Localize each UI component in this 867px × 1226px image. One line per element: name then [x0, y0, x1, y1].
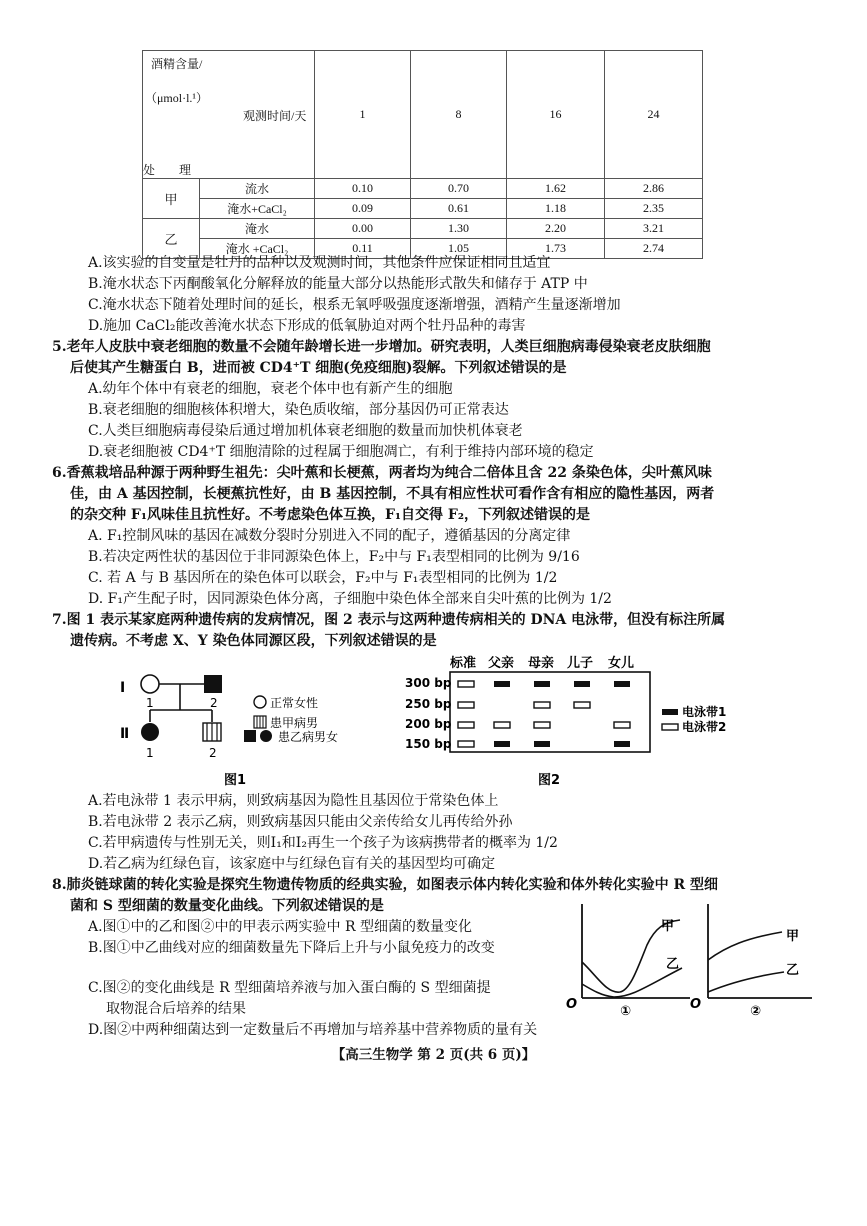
- legend-normal-female: 正常女性: [270, 696, 319, 710]
- treat-cell: 淹水: [200, 219, 315, 239]
- father-mother-circle-normal-female: [141, 675, 159, 693]
- q4-option-c: C.淹水状态下随着处理时间的延长，根系无氧呼吸强度逐渐增强，酒精产生量逐渐增加: [88, 297, 621, 313]
- q5-stem-2: 后使其产生糖蛋白 B，进而被 CD4⁺T 细胞(免疫细胞)裂解。下列叙述错误的是: [70, 360, 567, 376]
- graph1-origin: O: [566, 997, 578, 1012]
- table-row: [143, 179, 703, 199]
- q8-option-b: B.图①中乙曲线对应的细菌数量先下降后上升与小鼠免疫力的改变: [88, 940, 495, 956]
- header-unit-line1: 酒精含量/: [151, 57, 203, 71]
- q5-option-b: B.衰老细胞的细胞核体积增大，染色质收缩，部分基因仍可正常表达: [88, 402, 509, 418]
- q8-option-c-line2: 取物混合后培养的结果: [106, 1001, 246, 1017]
- value-cell: 0.70: [411, 179, 507, 199]
- treat-cell: 淹水 +CaCl₂: [200, 239, 315, 259]
- q6-option-a: A. F₁控制风味的基因在减数分裂时分别进入不同的配子，遵循基因的分离定律: [88, 528, 571, 544]
- q6-option-b: B.若决定两性状的基因位于非同源染色体上，F₂中与 F₁表型相同的比例为 9/16: [88, 549, 580, 565]
- q8-stem-1: 8.肺炎链球菌的转化实验是探究生物遗传物质的经典实验，如图表示体内转化实验和体外转化实验中 R 型细: [52, 877, 718, 893]
- legend-normal-female-icon: [254, 696, 266, 708]
- q5-option-a: A.幼年个体中有衰老的细胞，衰老个体中也有新产生的细胞: [88, 381, 453, 397]
- gen1-num-2: 2: [210, 696, 218, 710]
- q7-stem-1: 7.图 1 表示某家庭两种遗传病的发病情况，图 2 表示与这两种遗传病相关的 DNA 电泳带，但没有标注所属: [52, 612, 726, 628]
- legend-yi: 患乙病男女: [278, 730, 339, 744]
- page-footer: 【高三生物学 第 2 页(共 6 页)】: [331, 1047, 536, 1063]
- size-label: 250 bp: [405, 697, 452, 711]
- value-cell: 1.18: [507, 199, 605, 219]
- size-label: 200 bp: [405, 717, 452, 731]
- legend-band1-icon: [662, 709, 678, 715]
- lane-label: 父亲: [488, 656, 515, 671]
- q7-option-b: B.若电泳带 2 表示乙病，则致病基因只能由父亲传给女儿再传给外孙: [88, 814, 513, 830]
- q5-option-c: C.人类巨细胞病毒侵染后通过增加机体衰老细胞的数量而加快机体衰老: [88, 423, 523, 439]
- q7-stem-2: 遗传病。不考虑 X、Y 染色体同源区段，下列叙述错误的是: [70, 633, 437, 649]
- curve-yi-2: [708, 972, 784, 992]
- q5-stem-1: 5.老年人皮肤中衰老细胞的数量不会随年龄增长进一步增加。研究表明，人类巨细胞病毒侵染衰老皮肤细胞: [52, 339, 711, 355]
- data-table: [142, 50, 703, 259]
- treat-cell: 淹水+CaCl₂: [200, 199, 315, 219]
- gen-2-label: Ⅱ: [120, 726, 130, 742]
- value-cell: 2.86: [605, 179, 703, 199]
- legend-band1: 电泳带1: [682, 705, 727, 719]
- value-cell: 3.21: [605, 219, 703, 239]
- group-cell: 乙: [143, 219, 200, 259]
- electrophoresis-figure: [400, 652, 780, 790]
- header-treat-label: 处 理: [143, 163, 192, 177]
- size-label: 150 bp: [405, 737, 452, 751]
- q4-option-a: A.该实验的自变量是牡丹的品种以及观测时间，其他条件应保证相同且适宜: [88, 255, 551, 271]
- graph1-jia-label: 甲: [661, 919, 675, 934]
- value-cell: 1.73: [507, 239, 605, 259]
- legend-yi-female-icon: [260, 730, 272, 742]
- value-cell: 0.10: [315, 179, 411, 199]
- fig1-caption: 图1: [224, 773, 247, 788]
- curve-jia-2: [708, 932, 782, 960]
- affected-yi-male-square: [204, 675, 222, 693]
- q6-stem-1: 6.香蕉栽培品种源于两种野生祖先：尖叶蕉和长梗蕉，两者均为纯合二倍体且含 22 条染色体，尖叶蕉风味: [52, 465, 712, 481]
- value-cell: 2.74: [605, 239, 703, 259]
- q4-option-d: D.施加 CaCl₂能改善淹水状态下形成的低氧胁迫对两个牡丹品种的毒害: [88, 318, 526, 334]
- gen2-num-1: 1: [146, 746, 154, 760]
- graph1-label: ①: [620, 1004, 632, 1018]
- graph2-label: ②: [750, 1004, 762, 1018]
- value-cell: 0.00: [315, 219, 411, 239]
- q5-option-d: D.衰老细胞被 CD4⁺T 细胞清除的过程属于细胞凋亡，有利于维持内部环境的稳定: [88, 444, 594, 460]
- graph2-jia-label: 甲: [786, 929, 800, 944]
- value-cell: 0.11: [315, 239, 411, 259]
- day-header: 1: [315, 51, 411, 179]
- day-header: 24: [605, 51, 703, 179]
- q8-option-d: D.图②中两种细菌达到一定数量后不再增加与培养基中营养物质的量有关: [88, 1022, 538, 1038]
- q4-option-b: B.淹水状态下丙酮酸氧化分解释放的能量大部分以热能形式散失和储存于 ATP 中: [88, 276, 588, 292]
- q7-option-a: A.若电泳带 1 表示甲病，则致病基因为隐性且基因位于常染色体上: [88, 793, 499, 809]
- q7-option-c: C.若甲病遗传与性别无关，则Ⅰ₁和Ⅰ₂再生一个孩子为该病携带者的概率为 1/2: [88, 835, 558, 851]
- pedigree-figure: [112, 660, 372, 790]
- bacteria-curves-figure: [562, 900, 822, 1018]
- legend-band2-icon: [662, 724, 678, 730]
- q7-option-d: D.若乙病为红绿色盲，该家庭中与红绿色盲有关的基因型均可确定: [88, 856, 496, 872]
- value-cell: 1.62: [507, 179, 605, 199]
- graph2-origin: O: [690, 997, 702, 1012]
- lane-label: 标准: [450, 656, 477, 671]
- table-row: [143, 219, 703, 239]
- lane-label: 母亲: [528, 656, 555, 671]
- header-time-label: 观测时间/天: [243, 109, 307, 123]
- treat-cell: 流水: [200, 179, 315, 199]
- legend-yi-male-icon: [244, 730, 256, 742]
- legend-jia-male: 患甲病男: [270, 716, 319, 730]
- header-unit-line2: （μmol·l.¹）: [145, 91, 209, 105]
- graph1-yi-label: 乙: [666, 957, 680, 972]
- gen-1-label: Ⅰ: [120, 680, 126, 696]
- table-header-cell: [143, 51, 315, 179]
- value-cell: 2.20: [507, 219, 605, 239]
- legend-band2: 电泳带2: [682, 720, 727, 734]
- value-cell: 1.30: [411, 219, 507, 239]
- q6-option-c: C. 若 A 与 B 基因所在的染色体可以联会，F₂中与 F₁表型相同的比例为 1/2: [88, 570, 558, 586]
- value-cell: 0.61: [411, 199, 507, 219]
- day-header: 16: [507, 51, 605, 179]
- fig2-caption: 图2: [538, 773, 561, 788]
- q6-stem-2: 佳，由 A 基因控制，长梗蕉抗性好，由 B 基因控制，不具有相应性状可看作含有相应的隐性基因，两者: [70, 486, 715, 502]
- lane-label: 女儿: [608, 656, 635, 671]
- affected-yi-female-circle: [141, 723, 159, 741]
- gen1-num-1: 1: [146, 696, 154, 710]
- table-row: [143, 199, 703, 219]
- lane-label: 儿子: [567, 656, 594, 671]
- q8-stem-2: 菌和 S 型细菌的数量变化曲线。下列叙述错误的是: [70, 898, 384, 914]
- value-cell: 0.09: [315, 199, 411, 219]
- q6-option-d: D. F₁产生配子时，因同源染色体分离，子细胞中染色体全部来自尖叶蕉的比例为 1/2: [88, 591, 612, 607]
- size-label: 300 bp: [405, 676, 452, 690]
- day-header: 8: [411, 51, 507, 179]
- q6-stem-3: 的杂交种 F₁风味佳且抗性好。不考虑染色体互换，F₁自交得 F₂，下列叙述错误的是: [70, 507, 590, 523]
- value-cell: 2.35: [605, 199, 703, 219]
- value-cell: 1.05: [411, 239, 507, 259]
- curve-yi-1: [582, 968, 682, 997]
- q8-option-a: A.图①中的乙和图②中的甲表示两实验中 R 型细菌的数量变化: [88, 919, 473, 935]
- group-cell: 甲: [143, 179, 200, 219]
- gen2-num-2: 2: [209, 746, 217, 760]
- graph2-yi-label: 乙: [786, 963, 800, 978]
- q8-option-c-line1: C.图②的变化曲线是 R 型细菌培养液与加入蛋白酶的 S 型细菌提: [88, 980, 491, 996]
